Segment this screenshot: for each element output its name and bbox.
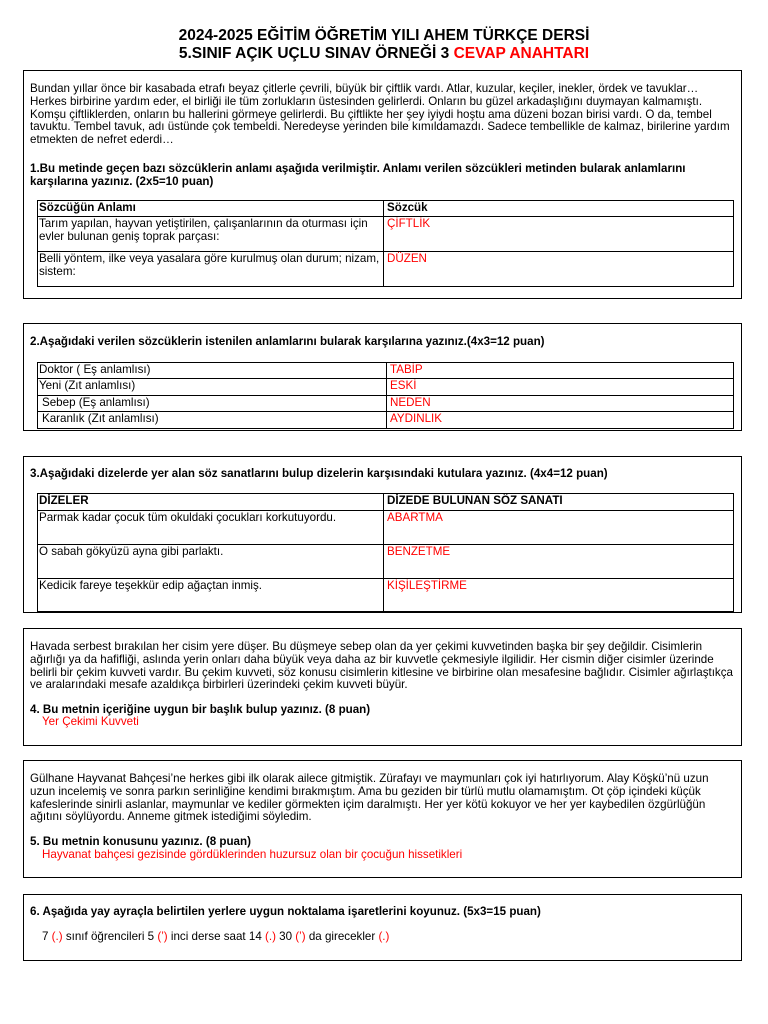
sentence-text: sınıf öğrencileri 5 xyxy=(62,930,158,943)
question-5-answer: Hayvanat bahçesi gezisinde gördüklerinden huzursuz olan bir çocuğun hissetikleri xyxy=(42,848,463,861)
exam-title-line-1: 2024-2025 EĞİTİM ÖĞRETİM YILI AHEM TÜRKÇE DERSİ xyxy=(178,27,590,44)
word-cell: Karanlık (Zıt anlamlısı) xyxy=(38,412,387,429)
table-row xyxy=(38,579,734,612)
table-row xyxy=(38,396,734,412)
synonym-antonym-table xyxy=(37,362,734,429)
answer-cell: AYDINLIK xyxy=(387,412,734,429)
answer-cell: NEDEN xyxy=(387,396,734,412)
line-cell: O sabah gökyüzü ayna gibi parlaktı. xyxy=(38,545,384,579)
exam-title-line-2 xyxy=(0,45,768,63)
table-row xyxy=(38,252,734,287)
zoo-passage: Gülhane Hayvanat Bahçesi’ne herkes gibi ilk olarak ailece gitmiştik. Zürafayı ve maymunları çok iyi hatırlıyorum. Alay Köşkü’nü uzun uzun incelemiş ve sonra parkın serinliğine kendimi bırakmıştım. Ama bu geziden bir türlü mutlu olamamıştım. Ot çöp içindeki küçük kafeslerinde sinirli aslanlar, maymunlar ve kediler görmekten içim daralmıştı. Her yer kötü kokuyor ve her yer kaybedilen özgürlüğün ağıtını söylüyordu. Anneme gitmek istediğimi söyledim. xyxy=(30,772,709,824)
punctuation-answer: (’) xyxy=(295,930,306,943)
question-1-prompt: 1.Bu metinde geçen bazı sözcüklerin anlamı aşağıda verilmiştir. Anlamı verilen sözcükleri metinden bularak anlamlarını karşılarına yazınız. (2x5=10 puan) xyxy=(30,162,686,188)
answer-cell: ABARTMA xyxy=(384,511,734,545)
table-row xyxy=(38,379,734,396)
question-5-prompt: 5. Bu metnin konusunu yazınız. (8 puan) xyxy=(30,835,251,848)
sentence-text: inci derse saat 14 xyxy=(167,930,265,943)
sentence-text: 30 xyxy=(275,930,296,943)
question-2-prompt: 2.Aşağıdaki verilen sözcüklerin istenilen anlamlarını bularak karşılarına yazınız.(4x3=12 puan) xyxy=(30,335,545,348)
answer-cell: ÇİFTLİK xyxy=(384,217,734,252)
line-cell: Parmak kadar çocuk tüm okuldaki çocukları korkutuyordu. xyxy=(38,511,384,545)
answer-cell: KİŞİLEŞTİRME xyxy=(384,579,734,612)
answer-cell: BENZETME xyxy=(384,545,734,579)
word-cell: Yeni (Zıt anlamlısı) xyxy=(38,379,387,396)
punctuation-sentence xyxy=(42,931,389,944)
header-figure-of-speech: DİZEDE BULUNAN SÖZ SANATI xyxy=(384,494,734,511)
header-meaning: Sözcüğün Anlamı xyxy=(38,201,384,217)
sentence-text: da girecekler xyxy=(305,930,379,943)
word-meaning-table xyxy=(37,200,734,287)
answer-key-label: CEVAP ANAHTARI xyxy=(453,45,590,62)
table-row xyxy=(38,412,734,429)
question-box-3 xyxy=(23,456,742,613)
meaning-cell: Belli yöntem, ilke veya yasalara göre kurulmuş olan durum; nizam, sistem: xyxy=(38,252,384,287)
table-row xyxy=(38,545,734,579)
answer-cell: TABİP xyxy=(387,363,734,379)
answer-cell: ESKİ xyxy=(387,379,734,396)
farm-story-passage: Bundan yıllar önce bir kasabada etrafı beyaz çitlerle çevrili, büyük bir çiftlik vardı. Atlar, kuzular, keçiler, inekler, ördek ve tavuklar… Herkes birbirine yardım eder, el birliği ile tüm zorlukların üstesinden gelirlerdi. Onların bu güzel arkadaşlığını duymayan kalmamıştı. Komşu çiftliklerden, onların bu hallerini görmeye gelirlerdi. Bu çiftlikte her şey iyiydi hoştu ama düzeni bozan birisi vardı. O da, tembel tavuktu. Tembel tavuk, adı üstünde çok tembeldi. Neredeyse yerinden bile kımıldamazdı. Sadece tembellikle de kalmaz, birilerine yardım etmekten de nefret ederdi… xyxy=(30,82,730,147)
punctuation-answer: (.) xyxy=(378,930,390,943)
answer-cell: DÜZEN xyxy=(384,252,734,287)
header-word: Sözcük xyxy=(384,201,734,217)
question-4-answer: Yer Çekimi Kuvveti xyxy=(42,715,139,728)
question-box-5 xyxy=(23,760,742,878)
meaning-cell: Tarım yapılan, hayvan yetiştirilen, çalışanlarının da oturması için evler bulunan geniş toprak parçası: xyxy=(38,217,384,252)
table-row xyxy=(38,363,734,379)
table-row xyxy=(38,511,734,545)
question-4-prompt: 4. Bu metnin içeriğine uygun bir başlık bulup yazınız. (8 puan) xyxy=(30,703,371,716)
word-cell: Doktor ( Eş anlamlısı) xyxy=(38,363,387,379)
question-box-4 xyxy=(23,628,742,746)
exam-title-line-2-text: 5.SINIF AÇIK UÇLU SINAV ÖRNEĞİ 3 xyxy=(178,45,450,62)
punctuation-answer: (’) xyxy=(157,930,168,943)
question-3-prompt: 3.Aşağıdaki dizelerde yer alan söz sanatlarını bulup dizelerin karşısındaki kutulara yazınız. (4x4=12 puan) xyxy=(30,467,608,480)
punctuation-answer: (.) xyxy=(265,930,276,943)
question-6-prompt: 6. Aşağıda yay ayraçla belirtilen yerlere uygun noktalama işaretlerini koyunuz. (5x3=15 puan) xyxy=(30,905,541,918)
table-row xyxy=(38,217,734,252)
table-header-row xyxy=(38,201,734,217)
figure-of-speech-table xyxy=(37,493,734,612)
gravity-passage: Havada serbest bırakılan her cisim yere düşer. Bu düşmeye sebep olan da yer çekimi kuvvetinden başka bir şey değildir. Cisimlerin ağırlığı ya da hafifliği, aslında yerin onları daha büyük veya daha az bir kuvvetle çekmesiyle ilgilidir. Her cismin diğer cisimler üzerinde belirli bir çekim kuvveti vardır. Bu çekim kuvveti, söz konusu cisimlerin kitlesine ve birbirine olan mesafesine bağlıdır. Cisimler ağırlaştıkça ve aralarındaki mesafe azaldıkça birbirleri üzerindeki çekim kuvveti büyür. xyxy=(30,640,733,692)
question-box-6 xyxy=(23,894,742,961)
question-box-1 xyxy=(23,70,742,299)
line-cell: Kedicik fareye teşekkür edip ağaçtan inmiş. xyxy=(38,579,384,612)
table-header-row xyxy=(38,494,734,511)
word-cell: Sebep (Eş anlamlısı) xyxy=(38,396,387,412)
header-lines: DİZELER xyxy=(38,494,384,511)
question-box-2 xyxy=(23,323,742,431)
sentence-text: 7 xyxy=(42,930,52,943)
punctuation-answer: (.) xyxy=(51,930,63,943)
